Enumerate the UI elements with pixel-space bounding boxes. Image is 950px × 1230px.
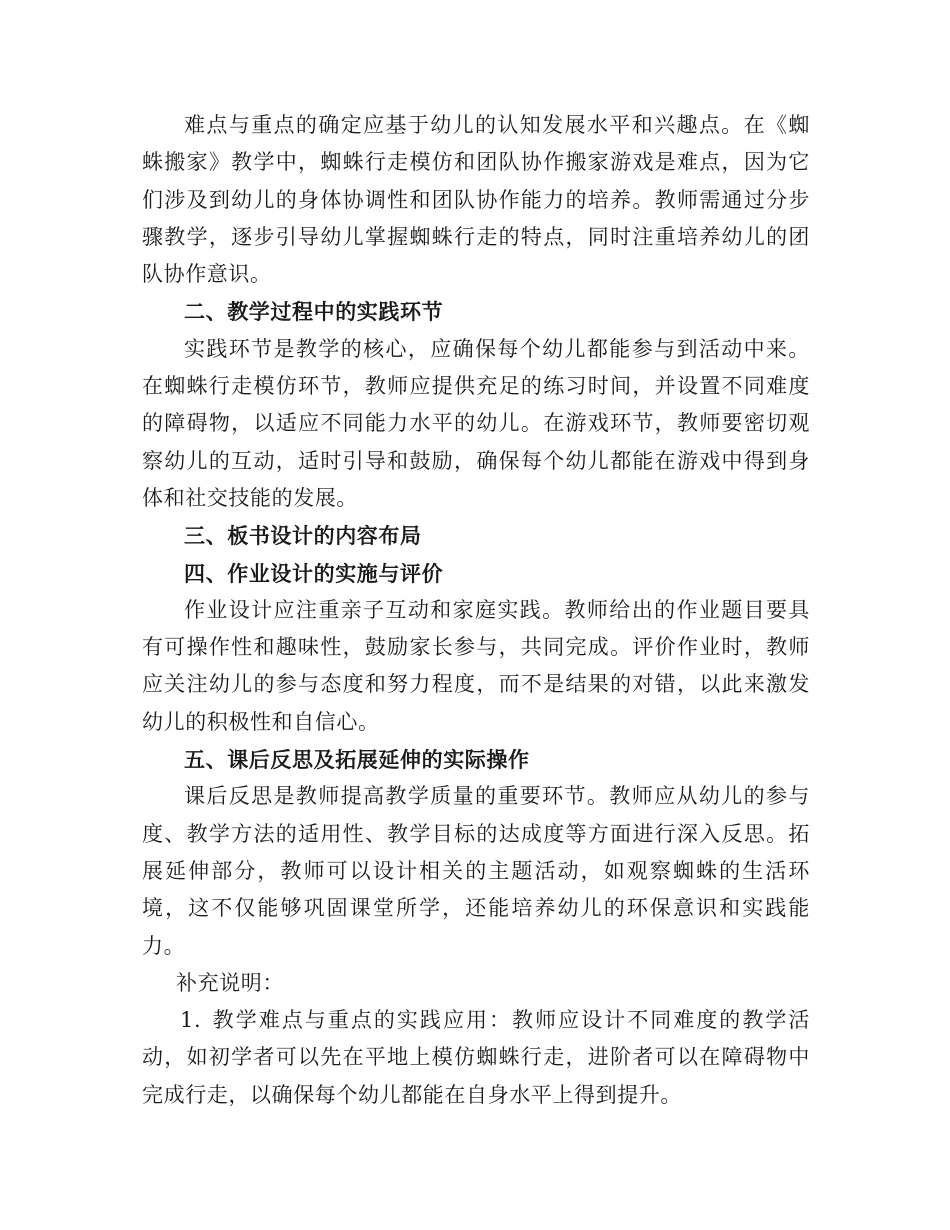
heading-homework-design: 四、作业设计的实施与评价 [184, 560, 444, 586]
list-item-number: 1. [180, 1008, 202, 1033]
heading-reflection: 五、课后反思及拓展延伸的实际操作 [184, 747, 530, 773]
paragraph-reflection: 课后反思是教师提高教学质量的重要环节。教师应从幼儿的参与度、教学方法的适用性、教学目标的达成度等方面进行深入反思。拓展延伸部分，教师可以设计相关的主题活动，如观察蜘蛛的生活环境，这不仅能够巩固课堂所学，还能培养幼儿的环保意识和实践能力。 [142, 784, 810, 958]
paragraph-difficulties: 难点与重点的确定应基于幼儿的认知发展水平和兴趣点。在《蜘蛛搬家》教学中，蜘蛛行走模仿和团队协作搬家游戏是难点，因为它们涉及到幼儿的身体协调性和团队协作能力的培养。教师需通过分步骤教学，逐步引导幼儿掌握蜘蛛行走的特点，同时注重培养幼儿的团队协作意识。 [142, 113, 810, 287]
heading-teaching-practice: 二、教学过程中的实践环节 [184, 299, 444, 325]
paragraph-teaching-practice: 实践环节是教学的核心，应确保每个幼儿都能参与到活动中来。在蜘蛛行走模仿环节，教师应提供充足的练习时间，并设置不同难度的障碍物，以适应不同能力水平的幼儿。在游戏环节，教师要密切观察幼儿的互动，适时引导和鼓励，确保每个幼儿都能在游戏中得到身体和社交技能的发展。 [142, 336, 810, 510]
heading-board-design: 三、板书设计的内容布局 [184, 523, 422, 549]
supplementary-note-label: 补充说明： [176, 970, 284, 995]
list-item [142, 1002, 810, 1114]
document-page [142, 107, 810, 1114]
list-item-text: 教学难点与重点的实践应用：教师应设计不同难度的教学活动，如初学者可以先在平地上模仿蜘蛛行走，进阶者可以在障碍物中完成行走，以确保每个幼儿都能在自身水平上得到提升。 [142, 1008, 810, 1107]
paragraph-homework-design: 作业设计应注重亲子互动和家庭实践。教师给出的作业题目要具有可操作性和趣味性，鼓励家长参与，共同完成。评价作业时，教师应关注幼儿的参与态度和努力程度，而不是结果的对错，以此来激发幼儿的积极性和自信心。 [142, 597, 810, 734]
